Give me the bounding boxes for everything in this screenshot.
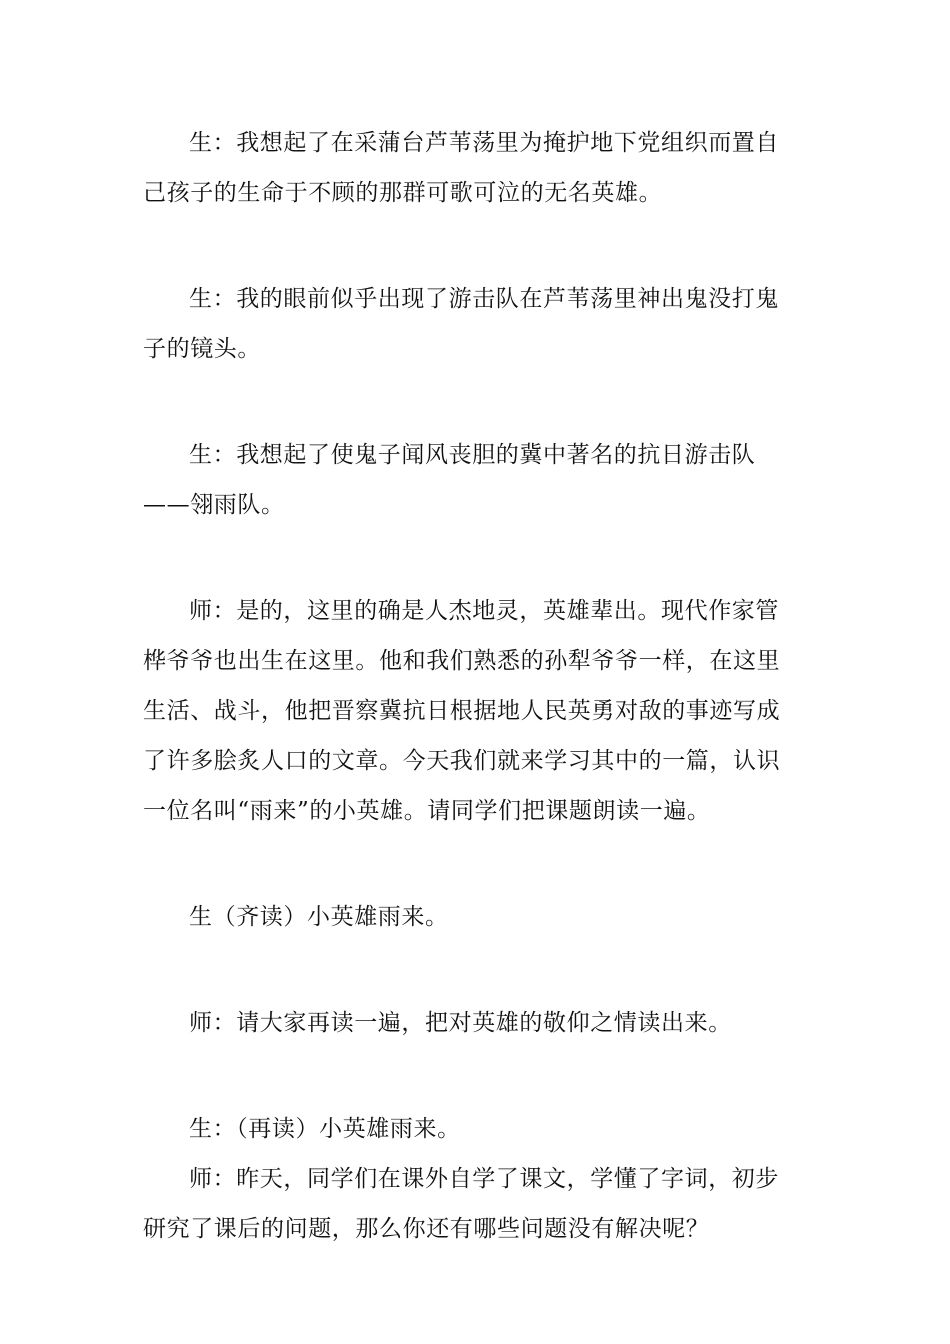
paragraph-8: 师：昨天，同学们在课外自学了课文，学懂了字词，初步研究了课后的问题，那么你还有哪些问题没有解决呢？ xyxy=(143,1166,779,1242)
paragraph-2: 生：我的眼前似乎出现了游击队在芦苇荡里神出鬼没打鬼子的镜头。 xyxy=(143,286,779,362)
paragraph-1: 生：我想起了在采蒲台芦苇荡里为掩护地下党组织而置自己孩子的生命于不顾的那群可歌可泣的无名英雄。 xyxy=(143,130,779,206)
paragraph-3: 生：我想起了使鬼子闻风丧胆的冀中著名的抗日游击队——翎雨队。 xyxy=(143,442,756,518)
paragraph-7: 生：（再读）小英雄雨来。 xyxy=(189,1116,461,1142)
paragraph-5: 生（齐读）小英雄雨来。 xyxy=(189,904,449,930)
paragraph-6: 师：请大家再读一遍，把对英雄的敬仰之情读出来。 xyxy=(189,1010,732,1036)
paragraph-4: 师：是的，这里的确是人杰地灵，英雄辈出。现代作家管桦爷爷也出生在这里。他和我们熟悉的孙犁爷爷一样，在这里生活、战斗，他把晋察冀抗日根据地人民英勇对敌的事迹写成了许多脍炙人口的文章。今天我们就来学习其中的一篇，认识一位名叫“雨来”的小英雄。请同学们把课题朗读一遍。 xyxy=(143,598,781,824)
document-page xyxy=(143,118,793,1254)
